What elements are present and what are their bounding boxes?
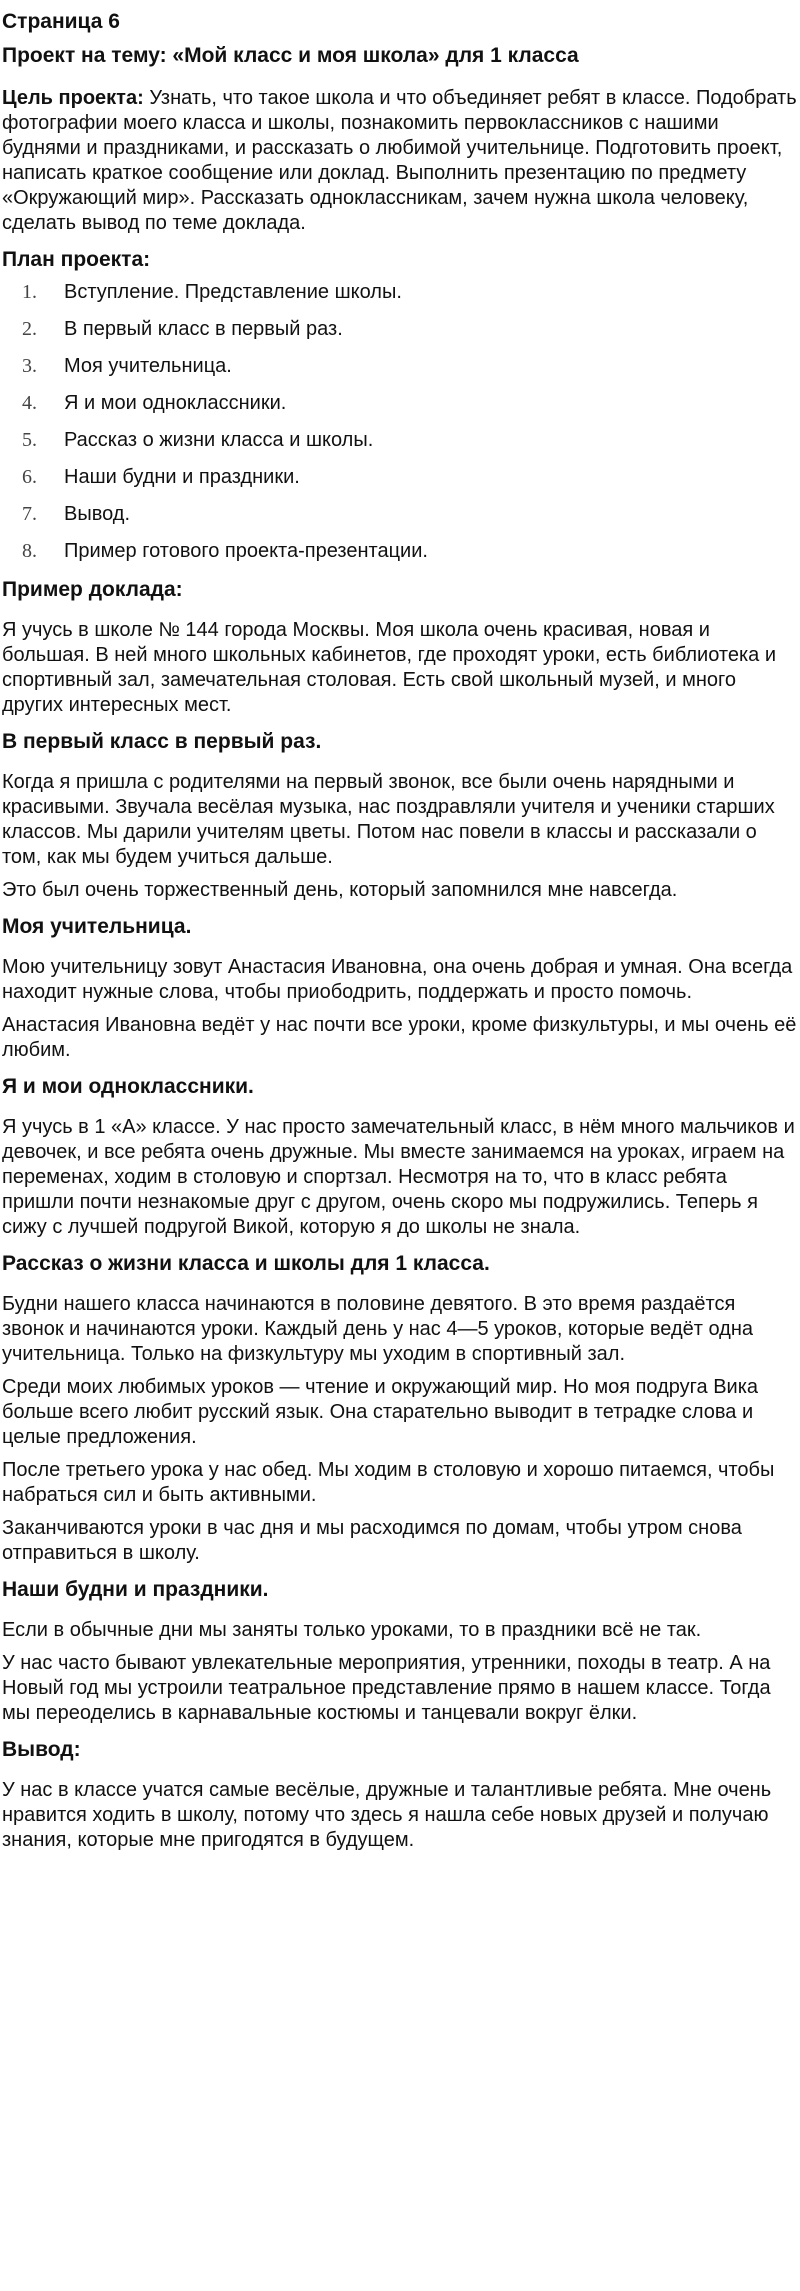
paragraph: Я учусь в 1 «А» классе. У нас просто замечательный класс, в нём много мальчиков и девочек, и все ребята очень дружные. Мы вместе занимаемся на уроках, играем на переменах, ходим в столовую и спортзал. Несмотря на то, что в класс ребята пришли почти незнакомые друг с другом, очень скоро мы подружились. Теперь я сижу с лучшей подругой Викой, которую я до школы не знала. [2, 1116, 795, 1238]
paragraph: Мою учительницу зовут Анастасия Ивановна, она очень добрая и умная. Она всегда находит нужные слова, чтобы приободрить, поддержать и просто помочь. [2, 956, 793, 1003]
plan-item-number: 8. [22, 540, 37, 562]
paragraph: У нас часто бывают увлекательные мероприятия, утренники, походы в театр. А на Новый год мы устроили театральное представление прямо в нашем классе. Тогда мы переоделись в карнавальные костюмы и танцевали вокруг ёлки. [2, 1652, 771, 1724]
plan-item-text: Моя учительница. [64, 355, 232, 377]
plan-item-number: 3. [22, 355, 37, 377]
example-heading: Пример доклада: [2, 578, 183, 601]
plan-item [2, 428, 800, 453]
goal-label: Цель проекта: [2, 87, 144, 109]
paragraph: У нас в классе учатся самые весёлые, дружные и талантливые ребята. Мне очень нравится ходить в школу, потому что здесь я нашла себе новых друзей и получаю знания, которые мне пригодятся в будущем. [2, 1779, 772, 1851]
paragraph: Среди моих любимых уроков — чтение и окружающий мир. Но моя подруга Вика больше всего любит русский язык. Она старательно выводит в тетрадке слова и целые предложения. [2, 1376, 759, 1448]
plan-item-number: 7. [22, 503, 37, 525]
paragraph: После третьего урока у нас обед. Мы ходим в столовую и хорошо питаемся, чтобы набраться сил и быть активными. [2, 1459, 775, 1506]
project-title: Проект на тему: «Мой класс и моя школа» для 1 класса [2, 44, 579, 67]
classmates-heading: Я и мои одноклассники. [2, 1075, 254, 1098]
page-title: Страница 6 [2, 10, 120, 33]
paragraph: Когда я пришла с родителями на первый звонок, все были очень нарядными и красивыми. Звучала весёлая музыка, нас поздравляли учителя и ученики старших классов. Мы дарили учителям цветы. Потом нас повели в классы и рассказали о том, как мы будем учиться дальше. [2, 771, 775, 868]
plan-item-number: 1. [22, 281, 37, 303]
plan-item-number: 6. [22, 466, 37, 488]
plan-item-text: Наши будни и праздники. [64, 466, 300, 488]
plan-item [2, 465, 800, 490]
paragraph: Если в обычные дни мы заняты только уроками, то в праздники всё не так. [2, 1619, 702, 1641]
paragraph: Будни нашего класса начинаются в половине девятого. В это время раздаётся звонок и начинаются уроки. Каждый день у нас 4—5 уроков, которые ведёт одна учительница. Только на физкультуру мы уходим в спортивный зал. [2, 1293, 754, 1365]
paragraph: Анастасия Ивановна ведёт у нас почти все уроки, кроме физкультуры, и мы очень её любим. [2, 1014, 797, 1061]
plan-item-text: Рассказ о жизни класса и школы. [64, 429, 374, 451]
project-goal [2, 86, 800, 236]
plan-item-text: В первый класс в первый раз. [64, 318, 343, 340]
plan-item-text: Я и мои одноклассники. [64, 392, 287, 414]
plan-item [2, 539, 800, 564]
teacher-heading: Моя учительница. [2, 915, 192, 938]
life-heading: Рассказ о жизни класса и школы для 1 класса. [2, 1252, 490, 1275]
conclusion-heading: Вывод: [2, 1738, 81, 1761]
plan-item [2, 502, 800, 527]
plan-list [2, 280, 800, 564]
paragraph: Это был очень торжественный день, который запомнился мне навсегда. [2, 879, 678, 901]
plan-item-number: 4. [22, 392, 37, 414]
plan-item-text: Вывод. [64, 503, 131, 525]
holidays-heading: Наши будни и праздники. [2, 1578, 269, 1601]
plan-item-number: 5. [22, 429, 37, 451]
paragraph: Я учусь в школе № 144 города Москвы. Моя школа очень красивая, новая и большая. В ней много школьных кабинетов, где проходят уроки, есть библиотека и спортивный зал, замечательная столовая. Есть свой школьный музей, и много других интересных мест. [2, 619, 776, 716]
plan-item [2, 354, 800, 379]
plan-item [2, 280, 800, 305]
paragraph: Заканчиваются уроки в час дня и мы расходимся по домам, чтобы утром снова отправиться в школу. [2, 1517, 742, 1564]
plan-item [2, 317, 800, 342]
plan-item [2, 391, 800, 416]
plan-heading: План проекта: [2, 248, 151, 271]
plan-item-number: 2. [22, 318, 37, 340]
plan-item-text: Пример готового проекта-презентации. [64, 540, 428, 562]
plan-item-text: Вступление. Представление школы. [64, 281, 402, 303]
first-class-heading: В первый класс в первый раз. [2, 730, 322, 753]
goal-text: Узнать, что такое школа и что объединяет ребят в классе. Подобрать фотографии моего класса и школы, познакомить первоклассников с нашими буднями и праздниками, и рассказать о любимой учительнице. Подготовить проект, написать краткое сообщение или доклад. Выполнить презентацию по предмету «Окружающий мир». Рассказать одноклассникам, зачем нужна школа человеку, сделать вывод по теме доклада. [2, 87, 797, 234]
